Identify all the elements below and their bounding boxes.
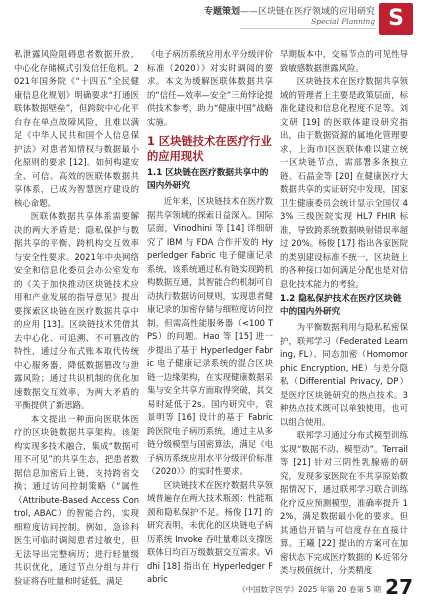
header-rule (240, 28, 376, 29)
running-title (204, 4, 375, 17)
page-header (0, 0, 427, 40)
journal-citation: 《中国数字医学》2025 年第 20 卷第 5 期 (238, 585, 381, 594)
page-footer (0, 572, 427, 602)
section-heading: 1 区块链技术在医疗行业的应用现状 (147, 135, 272, 163)
column-name: 专题策划 (203, 7, 240, 17)
subsection-heading: 1.2 隐私保护技术在医疗区块链中的国内外研究 (280, 294, 402, 317)
paragraph: 《电子病历系统应用水平分级评价标准（2020）》对实时调阅的要求。本文为缓解医联体数据共享的“信任—效率—安全”三角悖论提供技术参考，助力“健康中国”战略实施。 (147, 49, 273, 127)
paragraph: 近年来，区块链技术在医疗数据共享领域的探索日益深入。国际层面，Vinodhini 等 [14] 详细研究了 IBM 与 FDA 合作开发的 Hyperledger Fabric 电子健康记录系统，该系统通过私有链实现跨机构数据互通，其智能合约机制可自动执行数据访问规则，实现患者健康记录的加密存储与细粒度访问控制，但需高性能服务器（<100 TPS）的问题。Hao 等 [15] 进一步提出了基于 Hyperledger Fabric 电子健康记录系统的混合区块链一边缘架构，在实现健康数据采集与安全共享方面取得突破，其交易时延低于2s。国内研究中，袁景明等 [16] 设计的基于 Fabric 跨医院电子病历系统，通过主从多链分级模型与国密算法，满足《电子病历系统应用水平分级评价标准（2020）》的实时性要求。 (147, 196, 273, 476)
section-logo: S (379, 3, 413, 35)
paragraph: 联邦学习通过分布式模型训练实现“数据不动、模型动”。Terrail 等 [21] 针对三阴性乳腺癌的研究，发现多家医院在不共享原始数据情况下，通过联邦学习联合训练化疗反应预测模型，准确率提升 12%，满足数据最小化的要求。但其通信开销与可信度存在直接计算。王曦 [22] 提出的方案可在加密状态下完成医疗数据的 K-近邻分类与极值统计，分类精度 (280, 430, 408, 575)
article-title: 区块链在医疗领域的应用研究 (257, 7, 375, 17)
paragraph: 医联体数据共享体系需要解决的两大矛盾是：隐私保护与数据共享的平衡、跨机构交互效率与安全性要求。2021年中央网络安全和信息化委员会办公室发布的《关于加快推动区块链技术应用和产业发展的指导意见》提出要探索区块链在医疗数据共享中的应用 [13]。区块链技术凭借其去中心化、可追溯、不可篡改的特性，通过分布式账本取代传统中心服务器，降低数据篡改与泄露风险；通过共识机制的优化加速数据交互效率，为两大矛盾的平衡提供了新思路。 (14, 211, 139, 410)
subsection-heading: 1.1 区块链在医疗数据共享中的国内外研究 (147, 168, 269, 191)
page-number: 27 (385, 575, 413, 599)
paragraph: 区块链技术在医疗数据共享领域的管理者上主要是政策层面，标准化建设和信息化程度不足等。刘文研 [19] 的医联体建设研究指出，由于数据资源的属地化管理要求，上海市Ⅰ区医联体难以建立统一区块链节点，需部署多条独立链。石晶金等 [20] 在健康医疗大数据共享的实证研究中发现，国家卫生健康委员会统计显示全国仅 43% 三级医院实现 HL7 FHIR 标准，导致跨系统数据映射错误率超过 20%。杨俊 [17] 指出各家医院的类别建设标准不统一，区块链上的各种接口如何满足分配也是对信息化技术能力的考验。 (280, 76, 408, 289)
paragraph: 早期版本中，交易节点的可见性导致敏感数据泄露风险。 (280, 49, 408, 73)
paragraph: 为平衡数据利用与隐私私密保护，联邦学习（Federated Learning, FL）、同态加密（Homomorphic Encryption, HE）与差分隐私（Differential Privacy, DP）是医疗区块链研究的热点技术。3种热点技术既可以单独使用，也可以组合使用。 (280, 322, 408, 427)
column-middle (147, 48, 273, 587)
column-left (14, 48, 139, 588)
paragraph: 本文提出一种面向医联体医疗的区块链数据共享架构。该架构实现多技术融合，集成“数据可用不可见”的共享生态，把患者数据信息加密后上链，支持跨省交换；通过访问控制策略（“属性（Attribute-Based Access Control, ABAC）的智能合约，实现细粒度访问控制。例如，急诊科医生可临时调阅患者过敏史，但无法导出完整病历；进行轻量级共识优化，通过节点分组与并行验证将吞吐量和时延低，满足 (14, 413, 139, 586)
title-dash: —— (239, 7, 258, 17)
column-name-en: Special Planning (311, 17, 375, 26)
paragraph: 区块链技术在医疗数据共享领域普遍存在两大技术瓶颈：性能瓶颈和隐私保护不足。杨俊 [17] 的研究表明，未优化的区块链电子病历系统 Invoke 吞吐量难以支撑医联体日均百万级数据交互需求。Vidhi [18] 指出在 Hyperledger Fabric (147, 479, 273, 584)
paragraph: 私泄露风险阻碍患者数据开放，中心化存储模式引发信任危机。2021年国务院《“十四五”全民健康信息化规划》明确要求“打通医联体数据壁垒”，但跨院中心化平台存在单点故障风险，且难以满足《中华人民共和国个人信息保护法》对患者知情权与数据最小化原则的要求 [12]。如何构建安全、可信、高效的医联体数据共享体系，已成为智慧医疗建设的核心命题。 (14, 49, 139, 208)
column-right (280, 48, 408, 578)
